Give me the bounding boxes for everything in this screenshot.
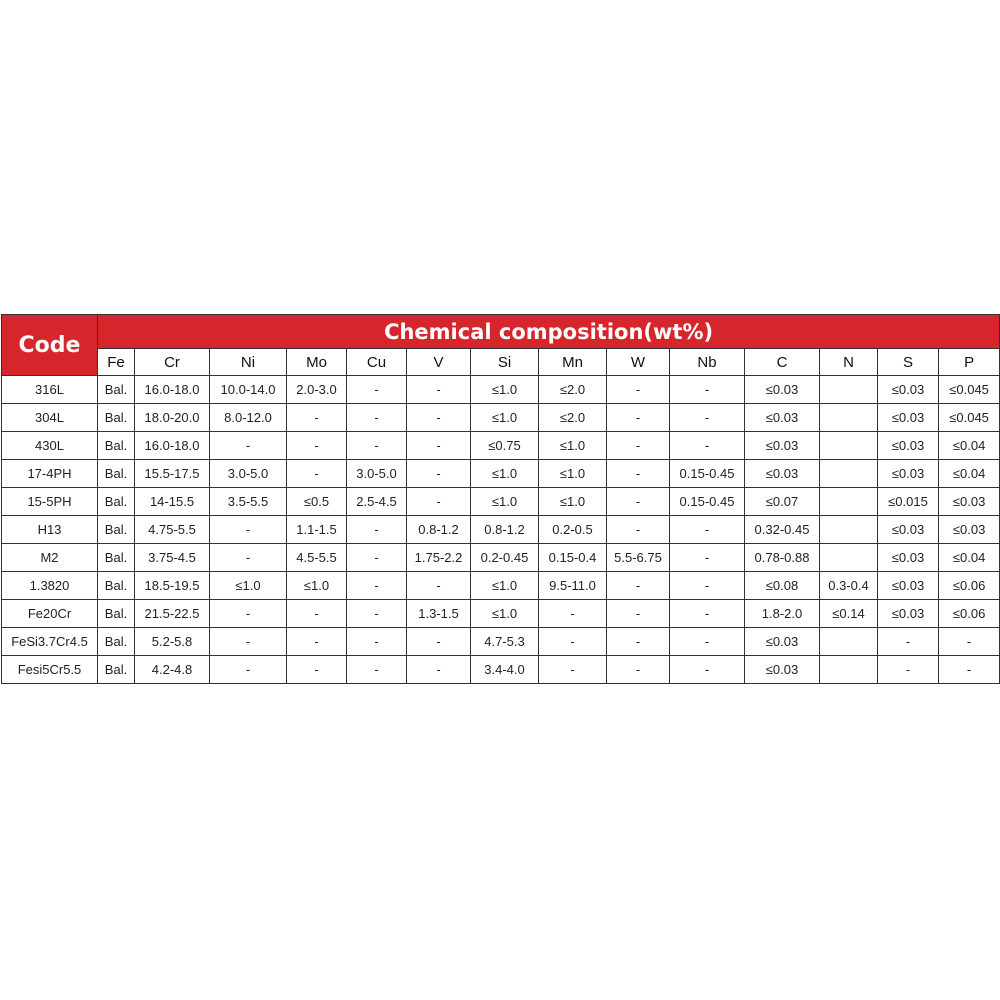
column-header: V <box>407 349 471 376</box>
composition-cell: ≤1.0 <box>471 600 539 628</box>
composition-cell: Bal. <box>98 432 135 460</box>
composition-cell: - <box>607 572 670 600</box>
table-row <box>2 460 1000 488</box>
table-row <box>2 656 1000 684</box>
composition-cell: Bal. <box>98 404 135 432</box>
composition-cell: 16.0-18.0 <box>135 376 210 404</box>
composition-cell: - <box>539 656 607 684</box>
composition-cell: ≤0.04 <box>939 460 1000 488</box>
alloy-code-cell: 430L <box>2 432 98 460</box>
column-header: Mo <box>287 349 347 376</box>
composition-cell: 4.7-5.3 <box>471 628 539 656</box>
composition-cell: 5.5-6.75 <box>607 544 670 572</box>
table-row <box>2 488 1000 516</box>
composition-cell: - <box>287 600 347 628</box>
composition-cell: 10.0-14.0 <box>210 376 287 404</box>
composition-cell: 4.5-5.5 <box>287 544 347 572</box>
composition-cell: ≤0.015 <box>878 488 939 516</box>
composition-cell: ≤1.0 <box>471 404 539 432</box>
alloy-code-cell: Fesi5Cr5.5 <box>2 656 98 684</box>
column-header: Mn <box>539 349 607 376</box>
composition-cell: ≤0.03 <box>939 488 1000 516</box>
composition-cell: - <box>347 600 407 628</box>
composition-cell: - <box>670 404 745 432</box>
composition-cell: - <box>347 544 407 572</box>
composition-cell: - <box>607 656 670 684</box>
composition-cell: - <box>407 432 471 460</box>
composition-cell: - <box>210 544 287 572</box>
composition-cell: ≤0.07 <box>745 488 820 516</box>
composition-cell: Bal. <box>98 516 135 544</box>
table-row <box>2 628 1000 656</box>
table-row <box>2 404 1000 432</box>
composition-cell: Bal. <box>98 488 135 516</box>
composition-cell: ≤1.0 <box>539 488 607 516</box>
composition-cell: ≤0.03 <box>878 572 939 600</box>
composition-cell: - <box>287 404 347 432</box>
composition-cell: 0.78-0.88 <box>745 544 820 572</box>
composition-cell: 4.2-4.8 <box>135 656 210 684</box>
composition-cell: - <box>670 600 745 628</box>
composition-cell: 0.3-0.4 <box>820 572 878 600</box>
composition-cell: 3.0-5.0 <box>210 460 287 488</box>
composition-cell: Bal. <box>98 572 135 600</box>
code-header: Code <box>2 315 98 376</box>
composition-cell: - <box>670 516 745 544</box>
composition-cell: ≤1.0 <box>287 572 347 600</box>
composition-cell: 16.0-18.0 <box>135 432 210 460</box>
alloy-code-cell: 316L <box>2 376 98 404</box>
title-row <box>2 315 1000 349</box>
composition-cell: - <box>939 656 1000 684</box>
composition-cell: 18.5-19.5 <box>135 572 210 600</box>
composition-cell <box>820 516 878 544</box>
composition-cell <box>820 460 878 488</box>
composition-cell: - <box>287 628 347 656</box>
composition-cell: ≤0.04 <box>939 544 1000 572</box>
table-row <box>2 572 1000 600</box>
table-row <box>2 544 1000 572</box>
composition-cell: - <box>210 600 287 628</box>
alloy-code-cell: 1.3820 <box>2 572 98 600</box>
composition-cell: 3.75-4.5 <box>135 544 210 572</box>
composition-cell: - <box>607 600 670 628</box>
composition-cell: - <box>407 628 471 656</box>
column-header: Nb <box>670 349 745 376</box>
table-row <box>2 516 1000 544</box>
composition-cell: - <box>670 376 745 404</box>
column-header: Cu <box>347 349 407 376</box>
composition-cell: Bal. <box>98 628 135 656</box>
composition-cell: ≤0.03 <box>939 516 1000 544</box>
composition-cell: - <box>539 628 607 656</box>
composition-cell: ≤1.0 <box>471 488 539 516</box>
composition-cell: 8.0-12.0 <box>210 404 287 432</box>
composition-cell: - <box>347 404 407 432</box>
composition-cell: 2.0-3.0 <box>287 376 347 404</box>
alloy-code-cell: M2 <box>2 544 98 572</box>
composition-cell: ≤0.03 <box>745 376 820 404</box>
composition-cell: ≤0.045 <box>939 404 1000 432</box>
alloy-code-cell: 15-5PH <box>2 488 98 516</box>
composition-cell: - <box>607 376 670 404</box>
composition-cell: - <box>607 432 670 460</box>
column-header: W <box>607 349 670 376</box>
composition-cell <box>820 432 878 460</box>
composition-cell: 0.15-0.45 <box>670 488 745 516</box>
composition-cell: 4.75-5.5 <box>135 516 210 544</box>
composition-cell: ≤0.03 <box>878 404 939 432</box>
composition-cell: ≤0.03 <box>878 460 939 488</box>
column-header: Si <box>471 349 539 376</box>
composition-cell: 0.8-1.2 <box>471 516 539 544</box>
composition-cell: ≤1.0 <box>539 432 607 460</box>
composition-cell: Bal. <box>98 544 135 572</box>
composition-cell <box>820 376 878 404</box>
composition-cell: 5.2-5.8 <box>135 628 210 656</box>
element-header-row <box>2 349 1000 376</box>
composition-cell: - <box>347 656 407 684</box>
composition-cell: - <box>347 432 407 460</box>
table-title: Chemical composition(wt%) <box>98 315 1000 349</box>
composition-cell: ≤1.0 <box>471 376 539 404</box>
table-body <box>2 376 1000 684</box>
composition-cell: 3.5-5.5 <box>210 488 287 516</box>
composition-cell: - <box>287 460 347 488</box>
composition-cell: - <box>670 544 745 572</box>
composition-cell: ≤1.0 <box>471 460 539 488</box>
alloy-code-cell: 17-4PH <box>2 460 98 488</box>
composition-cell: - <box>878 656 939 684</box>
composition-cell: ≤0.03 <box>878 600 939 628</box>
composition-cell: - <box>607 628 670 656</box>
composition-cell: 0.8-1.2 <box>407 516 471 544</box>
composition-cell: - <box>407 488 471 516</box>
composition-cell: 18.0-20.0 <box>135 404 210 432</box>
composition-cell: Bal. <box>98 600 135 628</box>
composition-cell: - <box>347 516 407 544</box>
composition-cell: ≤1.0 <box>471 572 539 600</box>
composition-cell: ≤2.0 <box>539 404 607 432</box>
column-header: Cr <box>135 349 210 376</box>
composition-cell: 0.2-0.45 <box>471 544 539 572</box>
composition-cell: ≤0.03 <box>745 628 820 656</box>
composition-cell: - <box>347 628 407 656</box>
composition-cell: 15.5-17.5 <box>135 460 210 488</box>
composition-cell: ≤0.04 <box>939 432 1000 460</box>
composition-cell: 3.4-4.0 <box>471 656 539 684</box>
column-header: P <box>939 349 1000 376</box>
column-header: C <box>745 349 820 376</box>
composition-cell: - <box>210 628 287 656</box>
composition-cell: - <box>607 460 670 488</box>
alloy-code-cell: H13 <box>2 516 98 544</box>
composition-cell: ≤0.03 <box>745 432 820 460</box>
table-row <box>2 432 1000 460</box>
composition-cell: ≤2.0 <box>539 376 607 404</box>
composition-cell: - <box>607 404 670 432</box>
composition-cell: 0.32-0.45 <box>745 516 820 544</box>
composition-cell: 1.75-2.2 <box>407 544 471 572</box>
composition-cell: 0.15-0.4 <box>539 544 607 572</box>
column-header: Ni <box>210 349 287 376</box>
composition-cell: ≤0.03 <box>745 404 820 432</box>
composition-cell: - <box>670 656 745 684</box>
composition-cell: 14-15.5 <box>135 488 210 516</box>
composition-cell: Bal. <box>98 460 135 488</box>
composition-cell: - <box>210 432 287 460</box>
composition-cell: - <box>878 628 939 656</box>
composition-cell: - <box>407 572 471 600</box>
composition-cell: 9.5-11.0 <box>539 572 607 600</box>
composition-cell: 1.1-1.5 <box>287 516 347 544</box>
composition-cell: - <box>607 488 670 516</box>
composition-cell: ≤0.14 <box>820 600 878 628</box>
composition-cell: ≤0.06 <box>939 572 1000 600</box>
composition-cell: ≤0.03 <box>745 656 820 684</box>
column-header: Fe <box>98 349 135 376</box>
composition-cell: - <box>287 432 347 460</box>
composition-cell: 1.8-2.0 <box>745 600 820 628</box>
composition-cell: ≤1.0 <box>539 460 607 488</box>
composition-cell: - <box>539 600 607 628</box>
composition-cell <box>820 488 878 516</box>
composition-cell: - <box>347 376 407 404</box>
composition-cell <box>820 544 878 572</box>
alloy-code-cell: FeSi3.7Cr4.5 <box>2 628 98 656</box>
composition-cell: - <box>210 516 287 544</box>
composition-cell: - <box>939 628 1000 656</box>
composition-cell: ≤0.03 <box>878 516 939 544</box>
composition-cell: ≤0.03 <box>878 432 939 460</box>
composition-cell: - <box>347 572 407 600</box>
composition-cell: ≤0.03 <box>745 460 820 488</box>
composition-cell: Bal. <box>98 376 135 404</box>
composition-cell: ≤0.06 <box>939 600 1000 628</box>
composition-cell: ≤1.0 <box>210 572 287 600</box>
composition-cell: ≤0.75 <box>471 432 539 460</box>
composition-cell: ≤0.08 <box>745 572 820 600</box>
alloy-code-cell: 304L <box>2 404 98 432</box>
composition-cell: 0.15-0.45 <box>670 460 745 488</box>
composition-cell <box>820 404 878 432</box>
composition-cell: 3.0-5.0 <box>347 460 407 488</box>
composition-cell: Bal. <box>98 656 135 684</box>
composition-cell: ≤0.5 <box>287 488 347 516</box>
composition-cell: ≤0.03 <box>878 376 939 404</box>
composition-cell: - <box>210 656 287 684</box>
composition-cell: - <box>407 404 471 432</box>
column-header: N <box>820 349 878 376</box>
composition-cell: - <box>607 516 670 544</box>
composition-cell: - <box>407 656 471 684</box>
composition-cell: ≤0.045 <box>939 376 1000 404</box>
alloy-code-cell: Fe20Cr <box>2 600 98 628</box>
composition-cell: 21.5-22.5 <box>135 600 210 628</box>
composition-cell <box>820 656 878 684</box>
composition-cell: - <box>407 376 471 404</box>
table-row <box>2 376 1000 404</box>
table-row <box>2 600 1000 628</box>
composition-cell: - <box>670 432 745 460</box>
composition-cell: - <box>287 656 347 684</box>
composition-cell: - <box>670 572 745 600</box>
composition-cell: - <box>670 628 745 656</box>
composition-cell: 0.2-0.5 <box>539 516 607 544</box>
composition-cell: ≤0.03 <box>878 544 939 572</box>
column-header: S <box>878 349 939 376</box>
composition-cell <box>820 628 878 656</box>
composition-cell: 1.3-1.5 <box>407 600 471 628</box>
composition-cell: 2.5-4.5 <box>347 488 407 516</box>
composition-table <box>1 314 1000 684</box>
composition-cell: - <box>407 460 471 488</box>
